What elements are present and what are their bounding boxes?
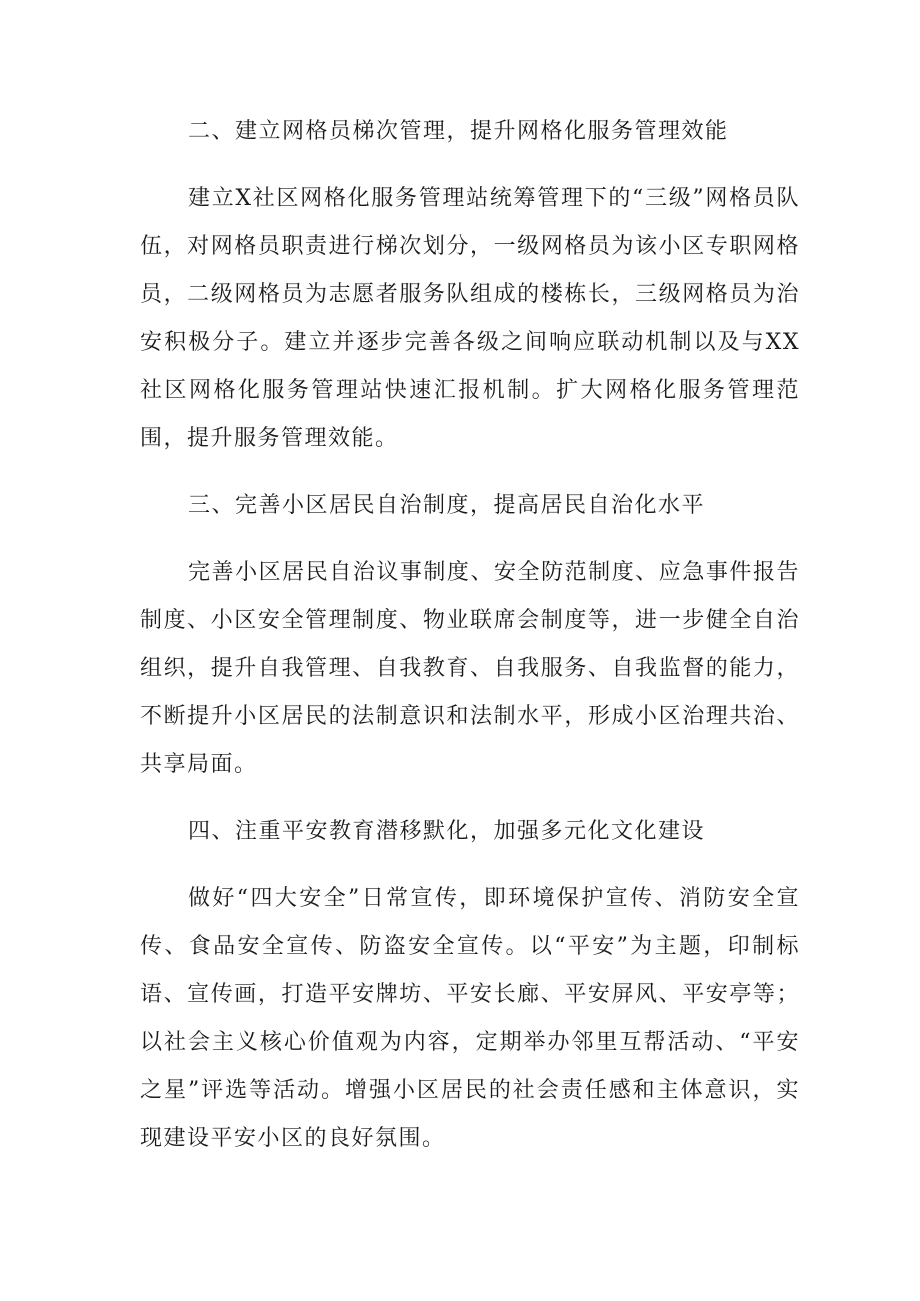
document-body (140, 108, 800, 1182)
section-heading-grid-management: 二、建立网格员梯次管理，提升网格化服务管理效能 (188, 119, 729, 144)
section-heading-resident-autonomy: 三、完善小区居民自治制度，提高居民自治化水平 (188, 493, 706, 518)
section-heading-safety-education: 四、注重平安教育潜移默化，加强多元化文化建设 (188, 819, 706, 844)
section-body-grid-management: 建立X社区网格化服务管理站统筹管理下的“三级”网格员队伍，对网格员职责进行梯次划分，一级网格员为该小区专职网格员，二级网格员为志愿者服务队组成的楼栋长，三级网格员为治安积极分子。建立并逐步完善各级之间响应联动机制以及与XX社区网格化服务管理站快速汇报机制。扩大网格化服务管理范围，提升服务管理效能。 (140, 186, 800, 451)
section-body-safety-education: 做好“四大安全”日常宣传，即环境保护宣传、消防安全宣传、食品安全宣传、防盗安全宣传。以“平安”为主题，印制标语、宣传画，打造平安牌坊、平安长廊、平安屏风、平安亭等；以社会主义核心价值观为内容，定期举办邻里互帮活动、“平安之星”评选等活动。增强小区居民的社会责任感和主体意识，实现建设平安小区的良好氛围。 (140, 886, 800, 1151)
section-body-resident-autonomy: 完善小区居民自治议事制度、安全防范制度、应急事件报告制度、小区安全管理制度、物业联席会制度等，进一步健全自治组织，提升自我管理、自我教育、自我服务、自我监督的能力，不断提升小区居民的法制意识和法制水平，形成小区治理共治、共享局面。 (140, 560, 800, 777)
